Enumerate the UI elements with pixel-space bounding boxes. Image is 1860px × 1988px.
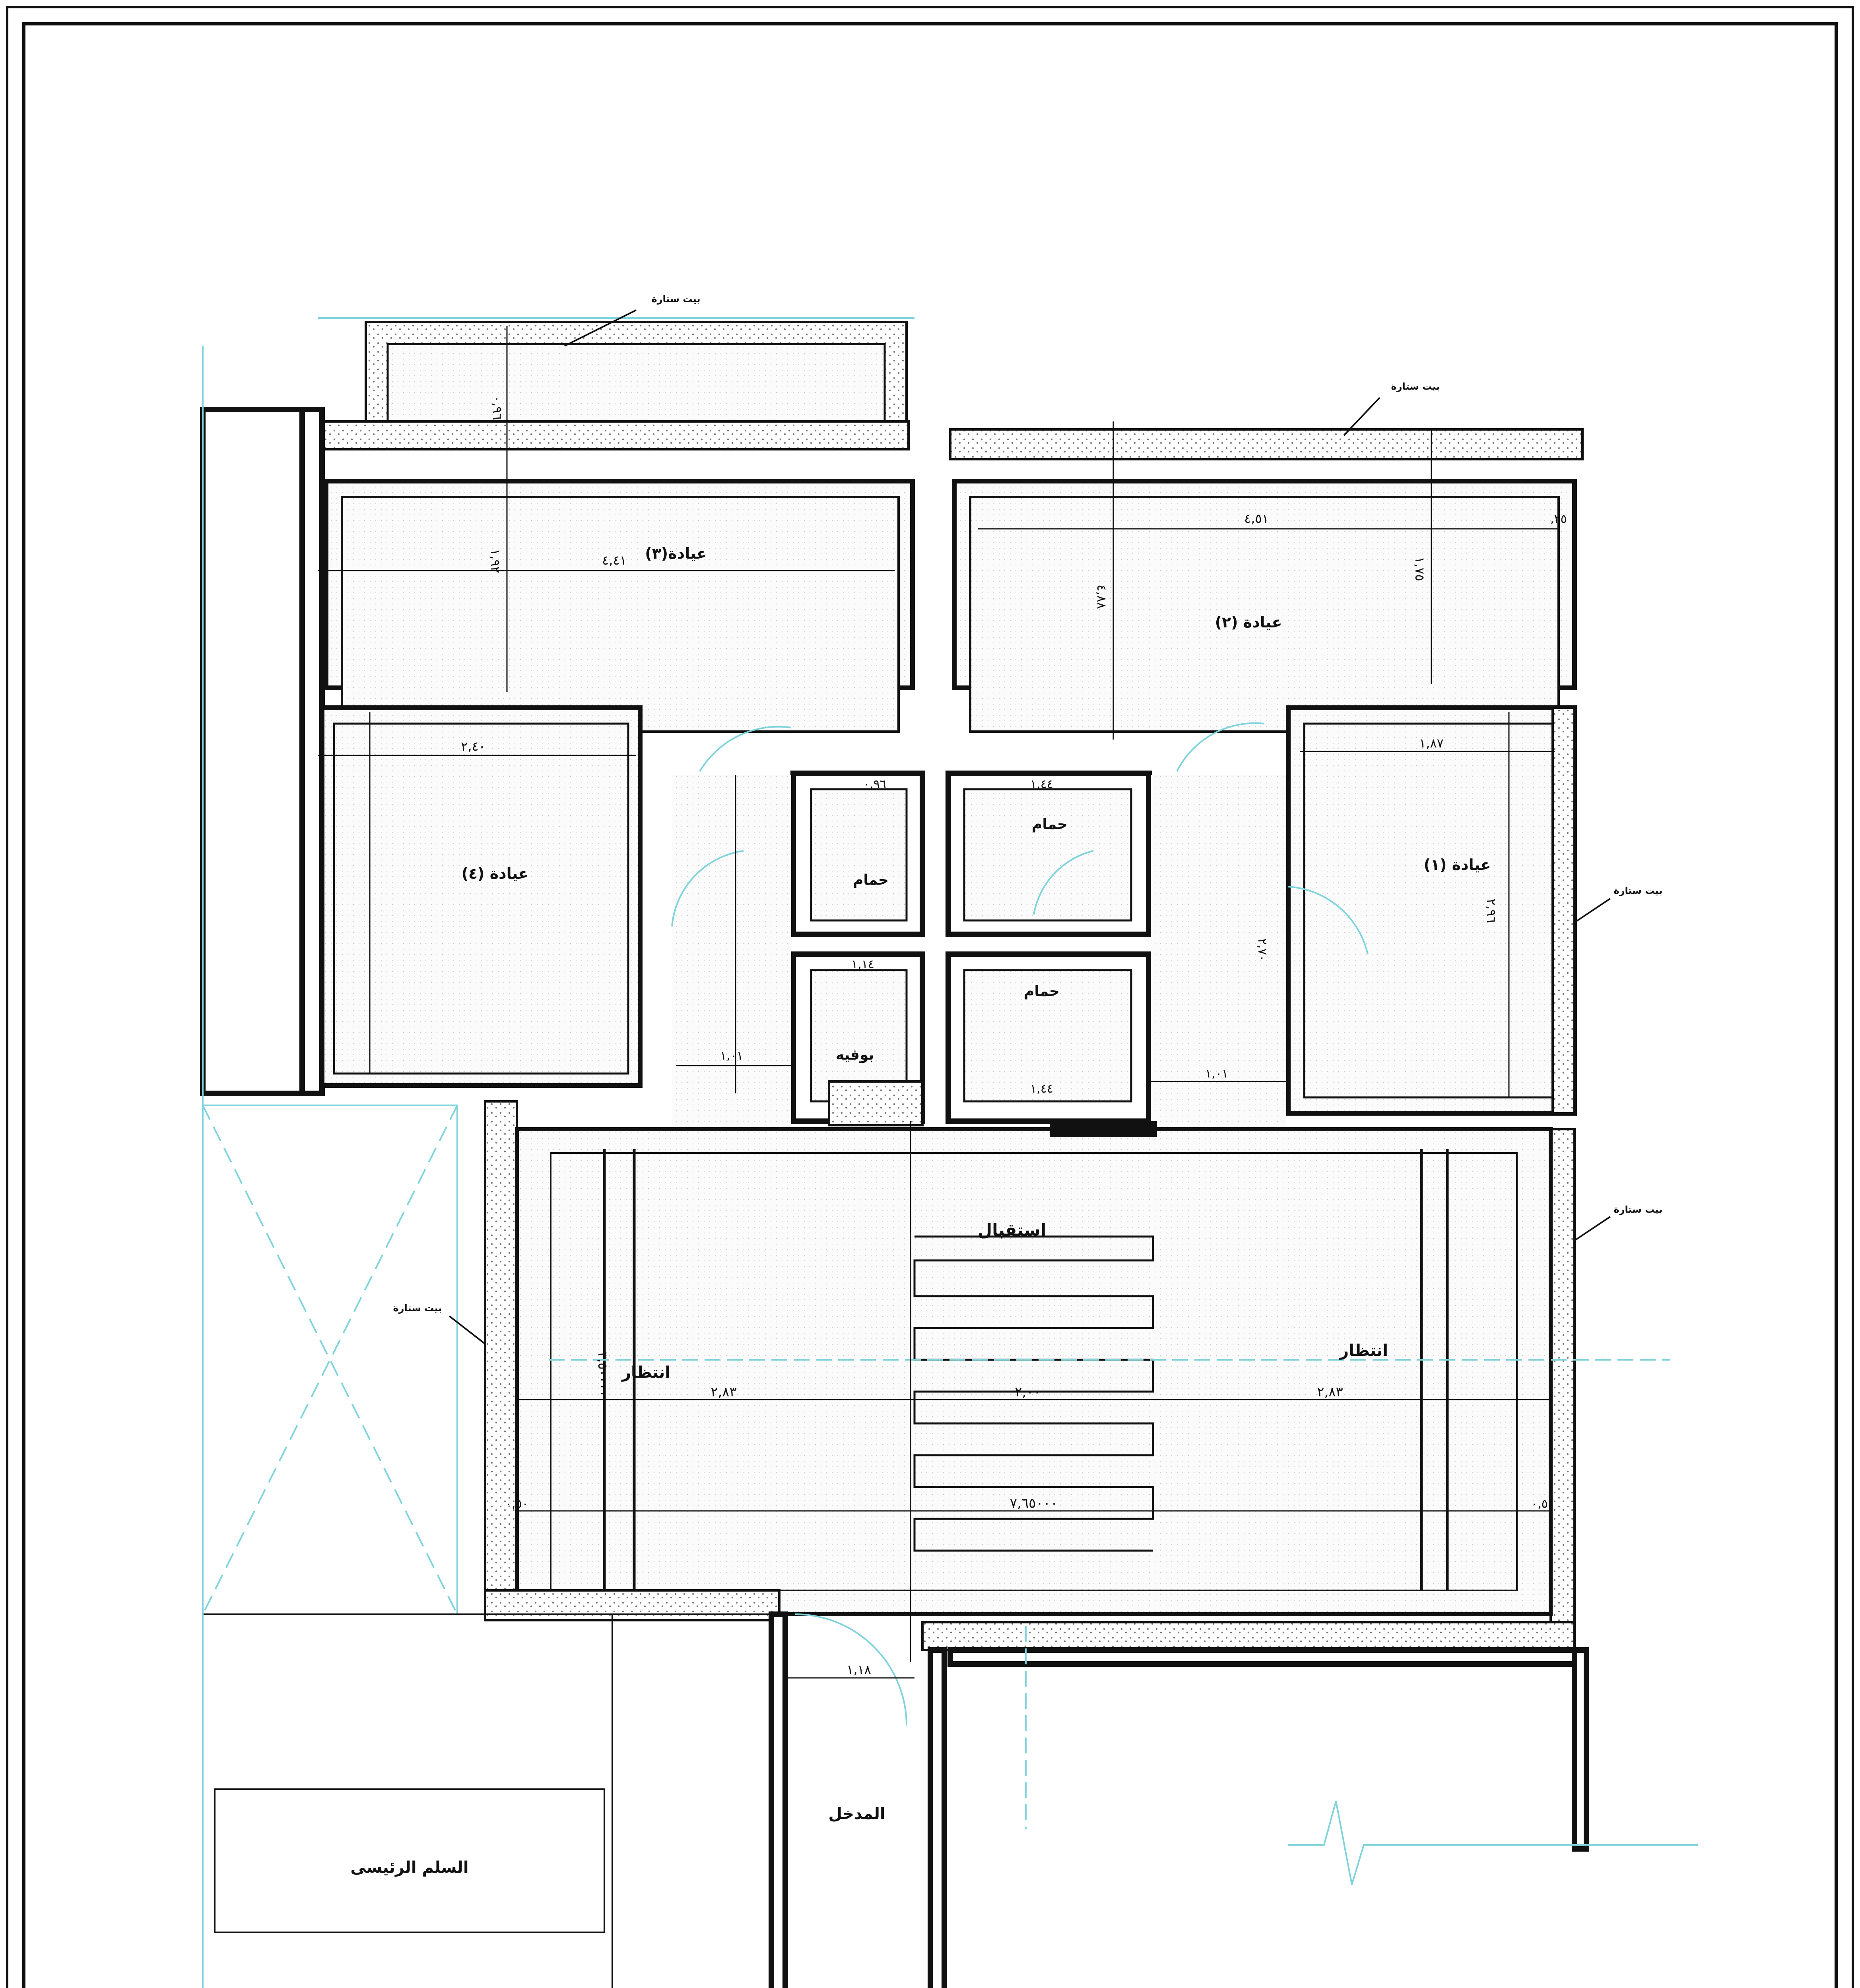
dim-corr-1: ١,٠١ <box>720 1049 743 1063</box>
dim-c2-height: ١,٧٥ <box>1412 557 1427 581</box>
dim-corr-h: ٢,٧٠ <box>1255 938 1269 961</box>
dim-c3-width: ٤,٤١ <box>602 553 627 568</box>
dim-c1-width: ١,٨٧ <box>1419 736 1444 751</box>
room-bath-1 <box>811 789 907 920</box>
wall-hall-right <box>1551 1129 1575 1650</box>
dim-bath-w2: ١,٤٤ <box>1030 777 1053 791</box>
dim-c2-width: ٤,٥١ <box>1244 511 1269 526</box>
dim-small-1: ٠,٥٠ <box>505 1497 528 1511</box>
dim-c2-side: ,٢٥ <box>1550 512 1567 526</box>
label-waiting-2: انتظار <box>1339 1342 1388 1360</box>
label-main-stair: السلم الرئيسى <box>350 1858 469 1877</box>
dim-buffet-w: ١,١٤ <box>851 957 874 971</box>
annotation-curtain-box-2: بيت ستارة <box>1391 381 1440 392</box>
label-entrance: المدخل <box>828 1805 885 1823</box>
annotation-curtain-box-4: بيت ستارة <box>1613 1204 1663 1215</box>
label-buffet: بوفيه <box>835 1047 874 1063</box>
dim-entry-w: ١,١٨ <box>847 1662 871 1677</box>
dim-c3-top: ٠,٩٦ <box>490 396 505 420</box>
wall-hall-left <box>485 1101 517 1614</box>
label-clinic-1: عيادة (١) <box>1423 856 1491 874</box>
dim-corr-2: ١,٠١ <box>1205 1067 1228 1081</box>
dim-c2-depth: ٤,٨٨ <box>1094 584 1109 609</box>
label-bath-3: حمام <box>1024 983 1060 1000</box>
room-bath-2 <box>964 789 1131 920</box>
label-bath-2: حمام <box>1032 816 1068 833</box>
annotation-curtain-box-5: بيت ستارة <box>393 1303 442 1314</box>
label-clinic-2: عيادة (٢) <box>1215 613 1282 631</box>
label-reception: استقبال <box>977 1220 1046 1240</box>
dim-small-2: ٠,٥٠ <box>1531 1497 1554 1511</box>
dim-c3-height: ١,٩٢ <box>488 549 503 573</box>
label-waiting-1: انتظار <box>621 1363 671 1382</box>
dim-rec-2: ٢,٠٠ <box>1015 1384 1041 1400</box>
wall-top-left <box>320 421 909 449</box>
annotation-curtain-box-3: بيت ستارة <box>1613 885 1663 896</box>
dim-bath-w3: ١,٤٤ <box>1030 1082 1053 1096</box>
dim-rec-3: ٢,٨٣ <box>1317 1384 1343 1400</box>
dim-rec-1: ٢,٨٣ <box>711 1384 737 1400</box>
label-bath-1: حمام <box>853 872 889 888</box>
dim-bath-w1: ٠,٩٦ <box>863 777 886 791</box>
label-clinic-3: عيادة(٣) <box>645 545 707 562</box>
dim-c4-width: ٢,٤٠ <box>461 739 485 754</box>
annotation-curtain-box-1: بيت ستارة <box>651 293 701 305</box>
dim-c1-height: ٢,٩٦ <box>1484 899 1499 923</box>
dim-rec-total: ٧,٦٥٠٠٠ <box>1010 1495 1058 1511</box>
wall-top-right <box>950 429 1582 459</box>
dim-rec-h: ٣,٥٠٠٠٠ <box>595 1352 610 1397</box>
label-clinic-4: عيادة (٤) <box>461 865 529 882</box>
wall-left-outer <box>203 410 302 1093</box>
